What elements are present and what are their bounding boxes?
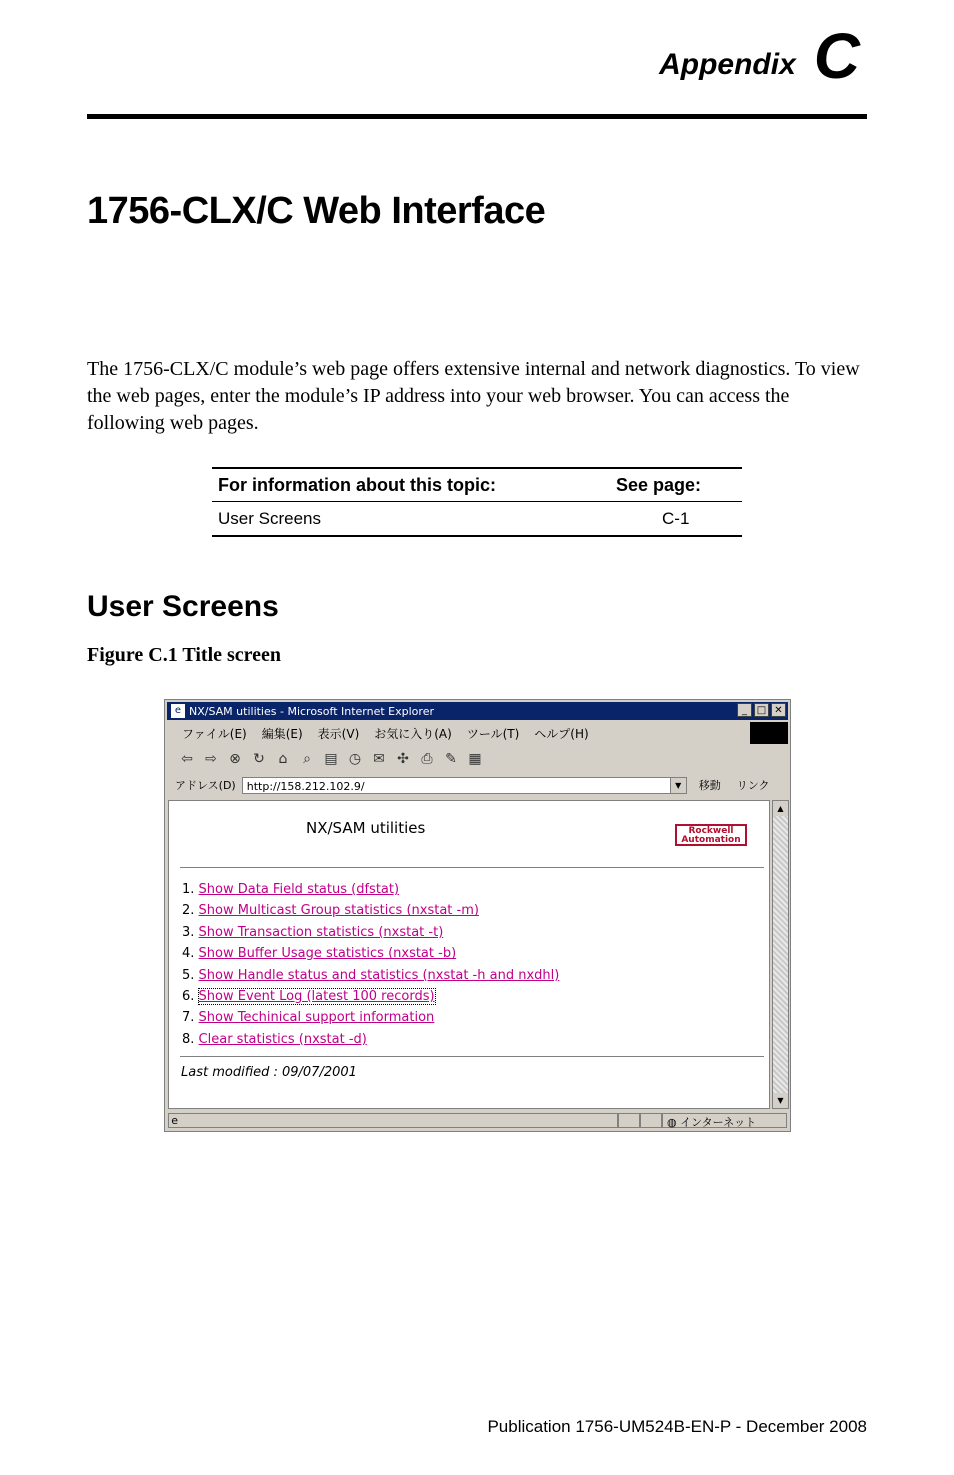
figure-caption: Figure C.1 Title screen bbox=[87, 644, 282, 666]
intro-paragraph: The 1756-CLX/C module’s web page offers extensive internal and network diagnostics. To view the web pages, enter the module’s IP address into your web browser. You can access the following web pages. bbox=[87, 358, 860, 434]
topic-table-header bbox=[212, 469, 742, 502]
browser-toolbar bbox=[167, 746, 788, 772]
address-value: http://158.212.102.9/ bbox=[246, 779, 365, 793]
page-column-header: See page: bbox=[616, 474, 702, 495]
list-item: 1. Show Data Field status (dfstat) bbox=[182, 882, 400, 897]
status-message: e bbox=[168, 1113, 618, 1128]
section-title: User Screens bbox=[87, 590, 279, 623]
link-buffer[interactable]: Show Buffer Usage statistics (nxstat -b) bbox=[198, 946, 457, 962]
page-cell: C-1 bbox=[662, 508, 690, 528]
globe-icon: ◍ bbox=[667, 1115, 677, 1129]
back-icon[interactable]: ⇦ bbox=[181, 751, 193, 767]
address-label: アドレス(D) bbox=[175, 779, 236, 792]
topic-column-header: For information about this topic: bbox=[218, 474, 496, 495]
topic-cell: User Screens bbox=[218, 508, 321, 528]
status-cell bbox=[640, 1113, 662, 1128]
history-icon[interactable]: ◷ bbox=[348, 751, 362, 767]
browser-screenshot bbox=[164, 699, 791, 1132]
address-dropdown-icon[interactable]: ▼ bbox=[670, 778, 686, 793]
appendix-header bbox=[659, 20, 860, 92]
go-button[interactable]: 移動 bbox=[698, 779, 721, 792]
link-event-log[interactable]: Show Event Log (latest 100 records) bbox=[198, 989, 435, 1005]
utility-links bbox=[182, 879, 559, 1050]
utilities-title: NX/SAM utilities bbox=[306, 819, 426, 837]
divider bbox=[180, 867, 764, 868]
vertical-scrollbar[interactable] bbox=[772, 800, 789, 1109]
discuss-icon[interactable]: ▦ bbox=[468, 751, 482, 767]
status-bar bbox=[168, 1111, 787, 1129]
edit-icon[interactable]: ✎ bbox=[445, 751, 457, 767]
last-modified: Last modified : 09/07/2001 bbox=[181, 1065, 357, 1080]
page-title: 1756-CLX/C Web Interface bbox=[87, 190, 546, 232]
links-button[interactable]: リンク bbox=[736, 779, 770, 792]
print-icon[interactable]: ⎙ bbox=[421, 751, 433, 767]
mail-icon[interactable]: ✉ bbox=[373, 751, 385, 767]
menu-favorites[interactable]: お気に入り(A) bbox=[374, 726, 452, 741]
link-multicast[interactable]: Show Multicast Group statistics (nxstat -m) bbox=[198, 903, 479, 919]
list-item: 7. Show Techinical support information bbox=[182, 1010, 435, 1026]
list-item: 5. Show Handle status and statistics (nxstat -h and nxdhl) bbox=[182, 967, 560, 983]
appendix-word: Appendix bbox=[659, 48, 796, 81]
minimize-button[interactable]: _ bbox=[737, 703, 752, 717]
list-item: 8. Clear statistics (nxstat -d) bbox=[182, 1031, 367, 1047]
divider bbox=[180, 1056, 764, 1057]
header-rule bbox=[87, 114, 867, 119]
status-zone: ◍ インターネット bbox=[662, 1113, 787, 1128]
publication-footer: Publication 1756-UM524B-EN-P - December 2008 bbox=[487, 1417, 867, 1436]
favorites-icon[interactable]: ▤ bbox=[324, 751, 338, 767]
menu-help[interactable]: ヘルプ(H) bbox=[534, 726, 589, 741]
refresh-icon[interactable]: ↻ bbox=[253, 751, 265, 767]
list-item: 6. Show Event Log (latest 100 records) bbox=[182, 989, 435, 1005]
scroll-up-icon[interactable]: ▲ bbox=[773, 801, 788, 816]
ie-icon: e bbox=[171, 704, 185, 718]
address-input[interactable] bbox=[242, 777, 687, 794]
menu-tools[interactable]: ツール(T) bbox=[466, 726, 520, 741]
windows-logo-icon bbox=[750, 722, 788, 744]
menu-edit[interactable]: 編集(E) bbox=[261, 726, 303, 741]
menu-view[interactable]: 表示(V) bbox=[317, 726, 360, 741]
search-icon[interactable]: ⌕ bbox=[303, 751, 311, 767]
link-dfstat[interactable]: Show Data Field status (dfstat) bbox=[198, 882, 400, 897]
menu-bar bbox=[167, 722, 788, 744]
link-transaction[interactable]: Show Transaction statistics (nxstat -t) bbox=[198, 924, 444, 940]
forward-icon[interactable]: ⇨ bbox=[205, 751, 217, 767]
encoding-icon[interactable]: ✣ bbox=[397, 751, 409, 767]
list-item: 2. Show Multicast Group statistics (nxstat -m) bbox=[182, 903, 479, 919]
home-icon[interactable]: ⌂ bbox=[278, 751, 288, 767]
list-item: 4. Show Buffer Usage statistics (nxstat -b) bbox=[182, 946, 457, 962]
appendix-letter: C bbox=[813, 20, 860, 92]
link-handle[interactable]: Show Handle status and statistics (nxstat -h and nxdhl) bbox=[198, 967, 560, 983]
maximize-button[interactable]: □ bbox=[754, 703, 769, 717]
page-content bbox=[168, 800, 770, 1109]
status-cell bbox=[618, 1113, 640, 1128]
menu-file[interactable]: ファイル(E) bbox=[182, 726, 247, 741]
close-button[interactable]: ✕ bbox=[771, 703, 786, 717]
rockwell-logo: Rockwell Automation bbox=[675, 824, 747, 846]
address-bar bbox=[167, 774, 788, 796]
scroll-down-icon[interactable]: ▼ bbox=[773, 1093, 788, 1108]
topic-table bbox=[212, 467, 742, 537]
window-title: NX/SAM utilities - Microsoft Internet Explorer bbox=[189, 704, 434, 718]
link-support[interactable]: Show Techinical support information bbox=[198, 1010, 435, 1026]
list-item: 3. Show Transaction statistics (nxstat -t) bbox=[182, 924, 444, 940]
table-row bbox=[212, 502, 742, 535]
browser-titlebar bbox=[167, 702, 788, 720]
link-clear-stats[interactable]: Clear statistics (nxstat -d) bbox=[198, 1031, 367, 1047]
stop-icon[interactable]: ⊗ bbox=[229, 751, 241, 767]
